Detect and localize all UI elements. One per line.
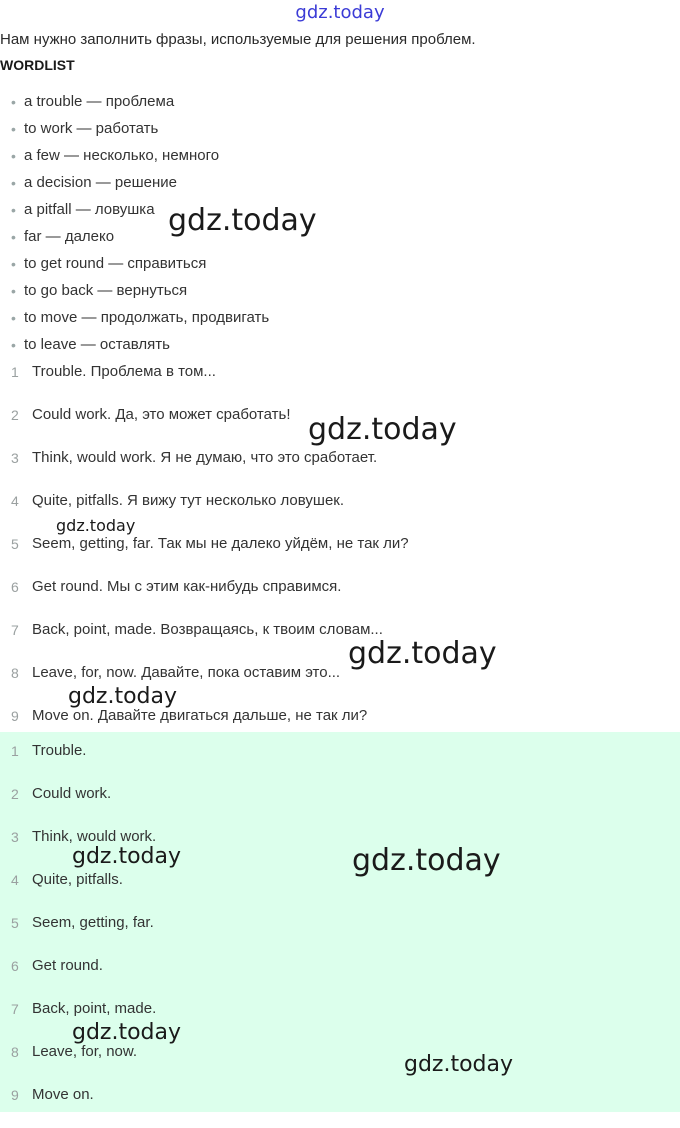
task-text: Back, point, made. Возвращаясь, к твоим словам... — [32, 621, 383, 638]
answer-number: 5 — [11, 915, 19, 931]
answer-text: Move on. — [32, 1086, 94, 1103]
wordlist-item-text: to work — работать — [24, 120, 159, 137]
wordlist-item-text: to get round — справиться — [24, 255, 207, 272]
bullet-icon: • — [11, 121, 16, 137]
answer-text: Quite, pitfalls. — [32, 871, 123, 888]
bullet-icon: • — [11, 202, 16, 218]
answer-number: 4 — [11, 872, 19, 888]
header-watermark: gdz.today — [295, 2, 385, 23]
wordlist-item — [0, 254, 269, 281]
task-text: Seem, getting, far. Так мы не далеко уйдём, не так ли? — [32, 535, 409, 552]
answer-text: Think, would work. — [32, 828, 157, 845]
task-number: 9 — [11, 708, 19, 724]
task-text: Trouble. Проблема в том... — [32, 363, 216, 380]
bullet-icon: • — [11, 94, 16, 110]
watermark: gdz.today — [308, 412, 457, 447]
wordlist-item — [0, 281, 269, 308]
answer-number: 1 — [11, 743, 19, 759]
answer-number: 7 — [11, 1001, 19, 1017]
bullet-icon: • — [11, 310, 16, 326]
watermark: gdz.today — [68, 684, 178, 709]
bullet-icon: • — [11, 229, 16, 245]
bullet-icon: • — [11, 283, 16, 299]
task-text: Quite, pitfalls. Я вижу тут несколько ловушек. — [32, 492, 345, 509]
wordlist-item — [0, 335, 269, 362]
task-number: 8 — [11, 665, 19, 681]
task-text: Leave, for, now. Давайте, пока оставим это... — [32, 664, 341, 681]
bullet-icon: • — [11, 148, 16, 164]
answer-item — [0, 1085, 156, 1128]
watermark: gdz.today — [348, 636, 497, 671]
answer-item — [0, 784, 156, 827]
answer-list — [0, 741, 156, 1128]
answer-number: 2 — [11, 786, 19, 802]
wordlist-item-text: far — далеко — [24, 228, 115, 245]
watermark: gdz.today — [56, 516, 136, 535]
wordlist-item — [0, 308, 269, 335]
task-item — [0, 362, 409, 405]
task-number: 5 — [11, 536, 19, 552]
answer-text: Get round. — [32, 957, 103, 974]
answer-item — [0, 913, 156, 956]
watermark: gdz.today — [72, 844, 182, 869]
wordlist-item — [0, 173, 269, 200]
bullet-icon: • — [11, 337, 16, 353]
wordlist-item-text: a pitfall — ловушка — [24, 201, 155, 218]
answer-text: Trouble. — [32, 742, 87, 759]
watermark: gdz.today — [168, 203, 317, 238]
answer-number: 3 — [11, 829, 19, 845]
task-item — [0, 577, 409, 620]
answer-item — [0, 870, 156, 913]
task-number: 6 — [11, 579, 19, 595]
wordlist-item-text: a decision — решение — [24, 174, 177, 191]
bullet-icon: • — [11, 175, 16, 191]
answer-block — [0, 732, 680, 1112]
answer-number: 6 — [11, 958, 19, 974]
task-number: 3 — [11, 450, 19, 466]
wordlist-item — [0, 146, 269, 173]
wordlist-title: WORDLIST — [0, 57, 75, 73]
watermark: gdz.today — [404, 1052, 514, 1077]
task-text: Move on. Давайте двигаться дальше, не так ли? — [32, 707, 368, 724]
task-item — [0, 448, 409, 491]
answer-text: Could work. — [32, 785, 112, 802]
wordlist-item-text: to move — продолжать, продвигать — [24, 309, 270, 326]
task-number: 2 — [11, 407, 19, 423]
watermark: gdz.today — [72, 1020, 182, 1045]
bullet-icon: • — [11, 256, 16, 272]
wordlist-item-text: to go back — вернуться — [24, 282, 188, 299]
wordlist-item-text: a trouble — проблема — [24, 93, 175, 110]
answer-text: Leave, for, now. — [32, 1043, 138, 1060]
answer-item — [0, 741, 156, 784]
wordlist-item — [0, 119, 269, 146]
task-text: Think, would work. Я не думаю, что это сработает. — [32, 449, 378, 466]
wordlist-item — [0, 92, 269, 119]
task-text: Get round. Мы с этим как-нибудь справимся. — [32, 578, 342, 595]
answer-number: 9 — [11, 1087, 19, 1103]
answer-item — [0, 1042, 156, 1085]
answer-number: 8 — [11, 1044, 19, 1060]
task-number: 4 — [11, 493, 19, 509]
intro-text: Нам нужно заполнить фразы, используемые для решения проблем. — [0, 31, 476, 48]
task-number: 7 — [11, 622, 19, 638]
wordlist-item-text: a few — несколько, немного — [24, 147, 220, 164]
task-number: 1 — [11, 364, 19, 380]
task-item — [0, 534, 409, 577]
answer-text: Back, point, made. — [32, 1000, 157, 1017]
answer-text: Seem, getting, far. — [32, 914, 154, 931]
answer-item — [0, 956, 156, 999]
task-text: Could work. Да, это может сработать! — [32, 406, 291, 423]
watermark: gdz.today — [352, 843, 501, 878]
wordlist-item-text: to leave — оставлять — [24, 336, 170, 353]
